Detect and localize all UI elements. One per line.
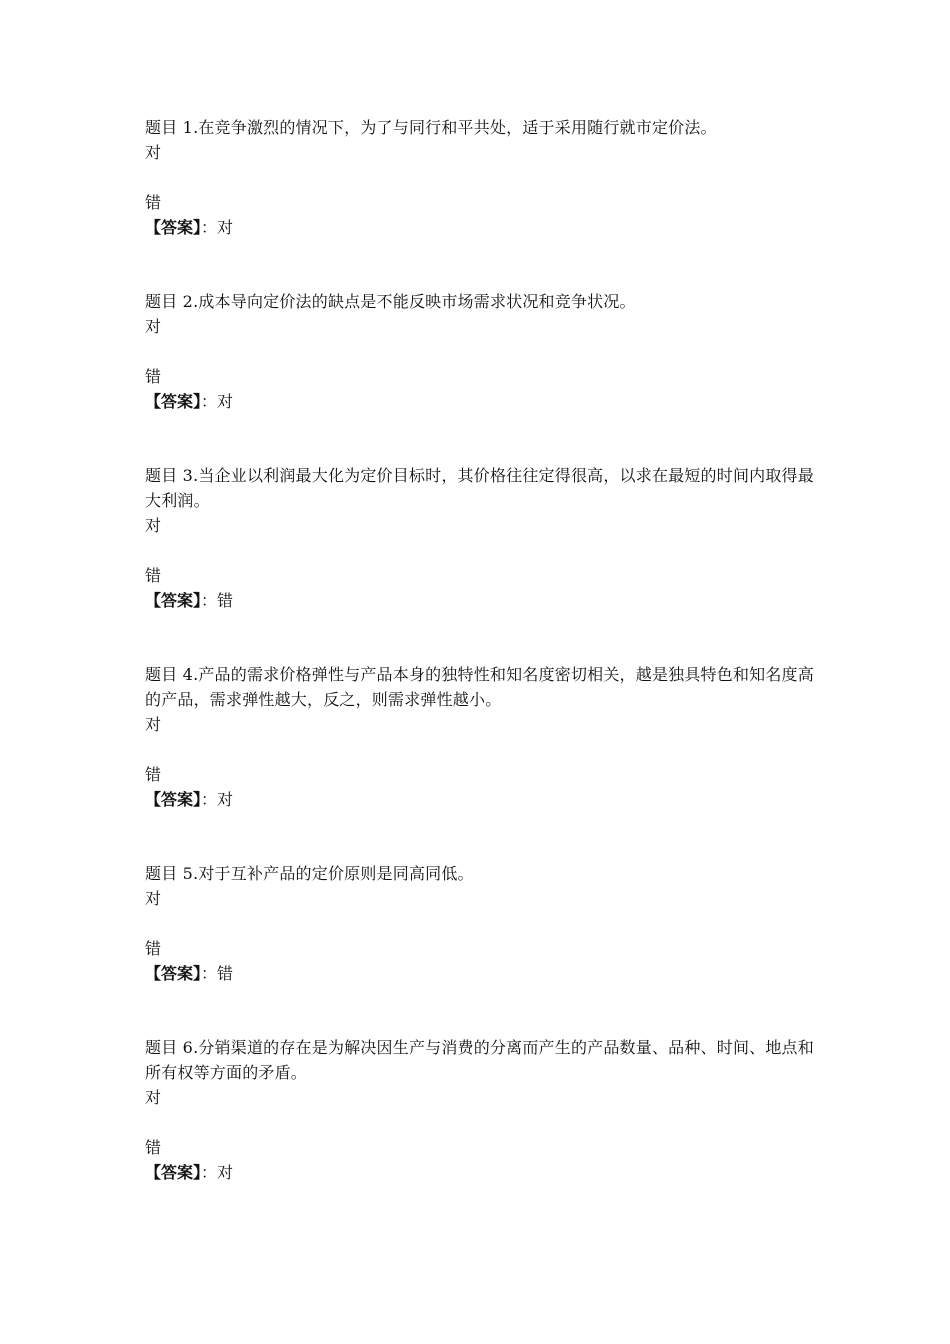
answer-line [145,588,815,613]
option-false: 错 [145,566,162,585]
answer-separator: ： [201,591,218,610]
option-true: 对 [145,317,162,336]
option-false: 错 [145,367,162,386]
answer-value: 错 [217,591,234,610]
answer-value: 对 [217,392,234,411]
option-true: 对 [145,516,162,535]
question-text: 题目 1.在竞争激烈的情况下，为了与同行和平共处，适于采用随行就市定价法。 [145,118,717,137]
answer-separator: ： [201,218,218,237]
option-false: 错 [145,765,162,784]
question-block-3 [145,463,815,613]
question-block-4 [145,662,815,812]
option-true: 对 [145,143,162,162]
answer-separator: ： [201,1163,218,1182]
answer-label: 【答案】 [145,1163,202,1182]
answer-value: 对 [217,790,234,809]
option-true: 对 [145,715,162,734]
answer-value: 对 [217,1163,234,1182]
answer-label: 【答案】 [145,790,202,809]
question-text: 题目 3.当企业以利润最大化为定价目标时，其价格往往定得很高，以求在最短的时间内取得最大利润。 [145,466,814,510]
option-false: 错 [145,193,162,212]
option-false: 错 [145,1138,162,1157]
question-block-6 [145,1035,815,1185]
answer-line [145,215,815,240]
option-false: 错 [145,939,162,958]
answer-line [145,961,815,986]
option-true: 对 [145,889,162,908]
answer-separator: ： [201,392,218,411]
question-text: 题目 6.分销渠道的存在是为解决因生产与消费的分离而产生的产品数量、品种、时间、地点和所有权等方面的矛盾。 [145,1038,814,1082]
question-text: 题目 5.对于互补产品的定价原则是同高同低。 [145,864,474,883]
answer-value: 对 [217,218,234,237]
answer-line [145,787,815,812]
answer-label: 【答案】 [145,591,202,610]
answer-label: 【答案】 [145,964,202,983]
answer-separator: ： [201,790,218,809]
question-block-2 [145,289,815,414]
question-text: 题目 4.产品的需求价格弹性与产品本身的独特性和知名度密切相关，越是独具特色和知名度高的产品，需求弹性越大，反之，则需求弹性越小。 [145,665,814,709]
answer-separator: ： [201,964,218,983]
answer-line [145,1160,815,1185]
option-true: 对 [145,1088,162,1107]
answer-label: 【答案】 [145,392,202,411]
question-text: 题目 2.成本导向定价法的缺点是不能反映市场需求状况和竞争状况。 [145,292,636,311]
answer-line [145,389,815,414]
answer-value: 错 [217,964,234,983]
question-block-1 [145,115,815,240]
question-block-5 [145,861,815,986]
answer-label: 【答案】 [145,218,202,237]
